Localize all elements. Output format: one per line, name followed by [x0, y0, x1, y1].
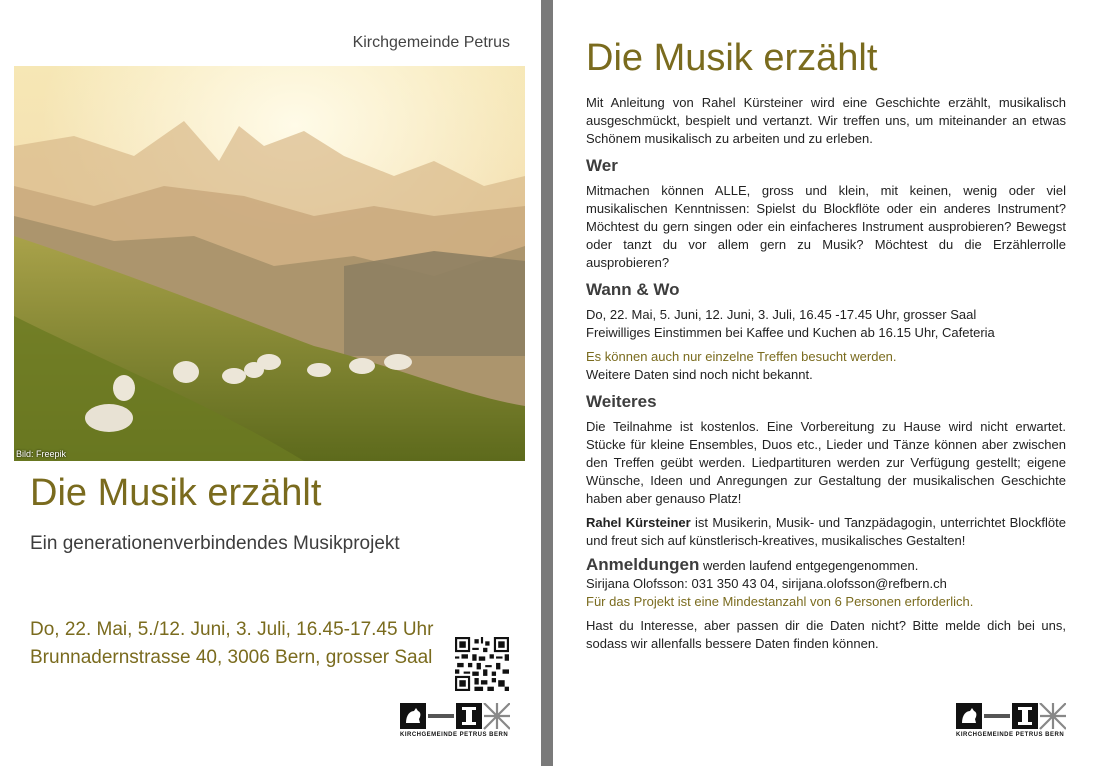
wann-more: Weitere Daten sind noch nicht bekannt. [586, 367, 813, 382]
contact-info: Sirijana Olofsson: 031 350 43 04, sirijana.olofsson@refbern.ch [586, 576, 947, 591]
organization-name: Kirchgemeinde Petrus [352, 34, 510, 51]
sheep-meadow-image [14, 66, 525, 461]
flyer-front-page [0, 0, 540, 766]
landscape-photo [14, 66, 525, 461]
wer-heading: Wer [586, 156, 618, 175]
event-details [30, 616, 433, 672]
flyer-back-page [553, 0, 1093, 766]
weiteres-text: Die Teilnahme ist kostenlos. Eine Vorbereitung zu Hause wird nicht erwartet. Stücke für kleine Ensembles, Duos etc., Lieder und Tänze können aber zwischen den Treffen geübt werden. Liedpartituren werden zur Verfügung gestellt; eigene Wünsche, Ideen und Anregungen zur Gestaltung der musikalischen Geschichte haben aber genauso Platz! [586, 419, 1066, 506]
closing-text: Hast du Interesse, aber passen dir die Daten nicht? Bitte melde dich bei uns, sodass wir allenfalls bessere Daten finden können. [586, 618, 1066, 651]
rahel-name: Rahel Kürsteiner [586, 515, 691, 530]
anmeldung-text: werden laufend entgegengenommen. [699, 558, 919, 573]
logo-text: KIRCHGEMEINDE PETRUS BERN [400, 732, 509, 738]
church-logo-icon [400, 703, 510, 731]
anmeldung-heading: Anmeldungen [586, 555, 700, 574]
wann-note: Es können auch nur einzelne Treffen besucht werden. [586, 349, 897, 364]
event-dates: Do, 22. Mai, 5./12. Juni, 3. Juli, 16.45-17.45 Uhr [30, 619, 434, 640]
front-subtitle: Ein generationenverbindendes Musikprojekt [30, 533, 400, 554]
event-location: Brunnadernstrasse 40, 3006 Bern, grosser Saal [30, 647, 433, 668]
intro-text: Mit Anleitung von Rahel Kürsteiner wird eine Geschichte erzählt, musikalisch ausgeschmückt, bespielt und vertanzt. Wir treffen uns, um miteinander an etwas Schönem musikalisch zu arbeiten und zu erleben. [586, 95, 1066, 146]
church-logo [400, 703, 510, 739]
minimum-note: Für das Projekt ist eine Mindestanzahl von 6 Personen erforderlich. [586, 594, 974, 609]
wer-text: Mitmachen können ALLE, gross und klein, mit keinen, wenig oder viel musikalischen Kenntnissen: Spielst du Blockflöte oder ein anderes Instrument? Möchtest du gern singen oder ein einfacheres Instrument ausprobieren? Bewegst oder tanzt du vor allem gern zu Musik? Möchtest du die Erzählerrolle ausprobieren? [586, 183, 1066, 270]
info-content [586, 36, 1066, 659]
front-title: Die Musik erzählt [30, 472, 322, 514]
logo-text-back: KIRCHGEMEINDE PETRUS BERN [956, 732, 1065, 738]
qr-code-icon [455, 637, 509, 691]
wann-line-2: Freiwilliges Einstimmen bei Kaffee und Kuchen ab 16.15 Uhr, Cafeteria [586, 325, 995, 340]
back-title: Die Musik erzählt [586, 37, 878, 79]
weiteres-heading: Weiteres [586, 392, 657, 411]
rahel-text: ist Musikerin, Musik- und Tanzpädagogin, unterrichtet Blockflöte und freut sich auf künstlerisch-kreatives, musikalisches Gestalten! [586, 515, 1066, 548]
photo-credit: Bild: Freepik [16, 449, 67, 459]
church-logo-back [956, 703, 1066, 739]
church-logo-back-icon [956, 703, 1066, 731]
wann-wo-heading: Wann & Wo [586, 280, 680, 299]
page-divider [541, 0, 553, 766]
rahel-paragraph [586, 514, 1066, 550]
wann-line-1: Do, 22. Mai, 5. Juni, 12. Juni, 3. Juli, 16.45 -17.45 Uhr, grosser Saal [586, 307, 977, 322]
anmeldung-paragraph [586, 556, 1066, 575]
